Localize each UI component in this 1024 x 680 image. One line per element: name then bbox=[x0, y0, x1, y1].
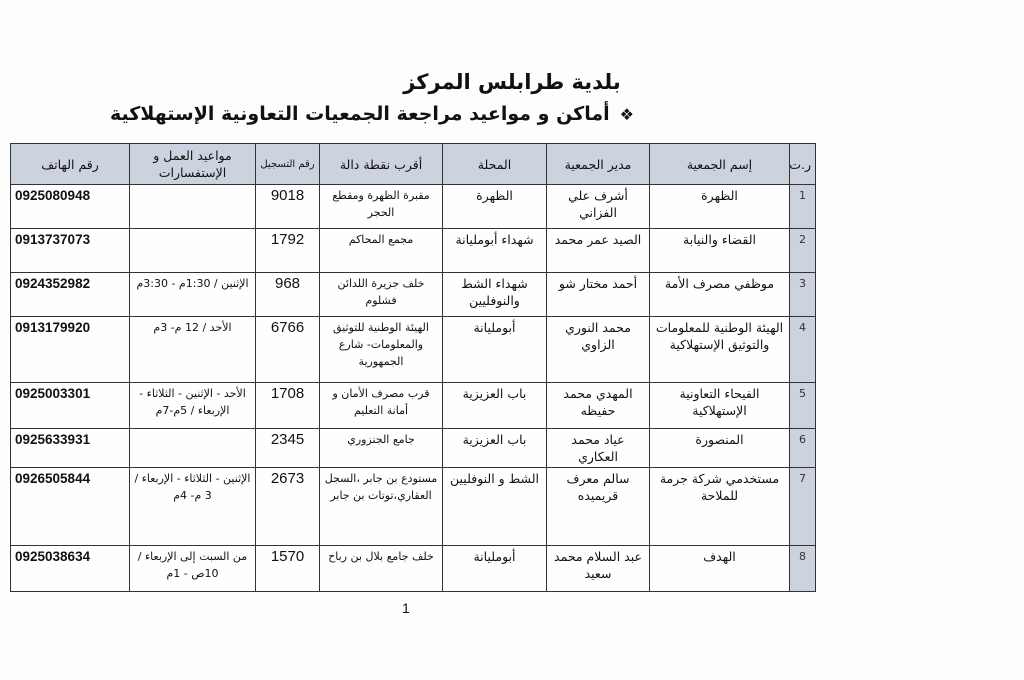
cell-num: 7 bbox=[790, 468, 816, 546]
table-row bbox=[11, 546, 816, 592]
table-header-row bbox=[11, 144, 816, 185]
cell-num: 6 bbox=[790, 429, 816, 468]
cell-num: 1 bbox=[790, 185, 816, 229]
cell-hours: الإثنين - الثلاثاء - الإربعاء / 3 م- 4م bbox=[130, 468, 256, 546]
cooperatives-table bbox=[10, 143, 816, 592]
cell-phone: 0925038634 bbox=[11, 546, 130, 592]
cell-manager: الصيد عمر محمد bbox=[547, 229, 650, 273]
cell-hours: الإثنين / 1:30م - 3:30م bbox=[130, 273, 256, 317]
header-manager: مدير الجمعية bbox=[547, 144, 650, 185]
cell-num: 2 bbox=[790, 229, 816, 273]
cell-landmark: قرب مصرف الأمان و أمانة التعليم bbox=[320, 383, 443, 429]
cell-manager: سالم معرف قريميده bbox=[547, 468, 650, 546]
cell-hours: من السبت إلى الإربعاء / 10ص - 1م bbox=[130, 546, 256, 592]
cell-reg: 1570 bbox=[256, 546, 320, 592]
header-phone: رقم الهاتف bbox=[11, 144, 130, 185]
cell-area: شهداء أبومليانة bbox=[443, 229, 547, 273]
cell-landmark: مجمع المحاكم bbox=[320, 229, 443, 273]
cell-landmark: خلف جامع بلال بن رباح bbox=[320, 546, 443, 592]
header-hours: مواعيد العمل و الإستفسارات bbox=[130, 144, 256, 185]
table-row bbox=[11, 229, 816, 273]
header-num: ر.ت bbox=[790, 144, 816, 185]
cell-area: شهداء الشط والنوفليين bbox=[443, 273, 547, 317]
cell-phone: 0926505844 bbox=[11, 468, 130, 546]
cell-manager: أحمد مختار شو bbox=[547, 273, 650, 317]
cell-name: الهيئة الوطنية للمعلومات والتوثيق الإستهلاكية bbox=[650, 317, 790, 383]
cell-num: 8 bbox=[790, 546, 816, 592]
cell-name: الهدف bbox=[650, 546, 790, 592]
cell-phone: 0925633931 bbox=[11, 429, 130, 468]
cell-area: أبومليانة bbox=[443, 317, 547, 383]
cell-hours bbox=[130, 185, 256, 229]
cell-name: المنصورة bbox=[650, 429, 790, 468]
cell-reg: 2673 bbox=[256, 468, 320, 546]
cell-num: 3 bbox=[790, 273, 816, 317]
cell-name: القضاء والنيابة bbox=[650, 229, 790, 273]
cell-phone: 0925080948 bbox=[11, 185, 130, 229]
cell-reg: 1708 bbox=[256, 383, 320, 429]
cell-manager: عبد السلام محمد سعيد bbox=[547, 546, 650, 592]
cell-reg: 968 bbox=[256, 273, 320, 317]
cell-phone: 0913179920 bbox=[11, 317, 130, 383]
cell-area: باب العزيزية bbox=[443, 429, 547, 468]
cell-manager: المهدي محمد حفيظه bbox=[547, 383, 650, 429]
cell-manager: أشرف علي الفزاني bbox=[547, 185, 650, 229]
document-subtitle bbox=[110, 103, 634, 125]
cell-reg: 9018 bbox=[256, 185, 320, 229]
table-row bbox=[11, 273, 816, 317]
table-row bbox=[11, 429, 816, 468]
document-title: بلدية طرابلس المركز bbox=[403, 70, 621, 94]
cell-name: الظهرة bbox=[650, 185, 790, 229]
cell-name: الفيحاء التعاونية الإستهلاكية bbox=[650, 383, 790, 429]
table-row bbox=[11, 185, 816, 229]
cell-reg: 2345 bbox=[256, 429, 320, 468]
cell-phone: 0913737073 bbox=[11, 229, 130, 273]
cell-hours: الأحد / 12 م- 3م bbox=[130, 317, 256, 383]
header-landmark: أقرب نقطة دالة bbox=[320, 144, 443, 185]
cell-area: أبومليانة bbox=[443, 546, 547, 592]
cell-area: الشط و النوفليين bbox=[443, 468, 547, 546]
cell-landmark: جامع الجنزوري bbox=[320, 429, 443, 468]
diamond-bullet-icon: ❖ bbox=[619, 104, 634, 124]
cell-area: الظهرة bbox=[443, 185, 547, 229]
cell-num: 5 bbox=[790, 383, 816, 429]
page-number: 1 bbox=[402, 600, 410, 616]
cell-phone: 0925003301 bbox=[11, 383, 130, 429]
table-row bbox=[11, 317, 816, 383]
cell-landmark: مستودع بن جابر ،السجل العقاري،توتات بن جابر bbox=[320, 468, 443, 546]
cell-reg: 1792 bbox=[256, 229, 320, 273]
cell-reg: 6766 bbox=[256, 317, 320, 383]
cell-landmark: خلف جزيرة اللدائن فشلوم bbox=[320, 273, 443, 317]
header-reg: رقم التسجيل bbox=[256, 144, 320, 185]
cell-hours: الأحد - الإثنين - الثلاثاء - الإربعاء / 5م-7م bbox=[130, 383, 256, 429]
cell-hours bbox=[130, 229, 256, 273]
cell-manager: محمد النوري الزاوي bbox=[547, 317, 650, 383]
cell-landmark: الهيئة الوطنية للتوثيق والمعلومات- شارع الجمهورية bbox=[320, 317, 443, 383]
table-row bbox=[11, 468, 816, 546]
cell-manager: عياد محمد العكاري bbox=[547, 429, 650, 468]
cell-phone: 0924352982 bbox=[11, 273, 130, 317]
cell-num: 4 bbox=[790, 317, 816, 383]
cell-name: موظفي مصرف الأمة bbox=[650, 273, 790, 317]
subtitle-text: أماكن و مواعيد مراجعة الجمعيات التعاونية الإستهلاكية bbox=[109, 103, 610, 125]
header-area: المحلة bbox=[443, 144, 547, 185]
cell-landmark: مقبرة الظهرة ومقطع الحجر bbox=[320, 185, 443, 229]
header-name: إسم الجمعية bbox=[650, 144, 790, 185]
cell-hours bbox=[130, 429, 256, 468]
cell-name: مستخدمي شركة جرمة للملاحة bbox=[650, 468, 790, 546]
cooperatives-table-wrapper bbox=[10, 143, 815, 592]
table-row bbox=[11, 383, 816, 429]
cell-area: باب العزيزية bbox=[443, 383, 547, 429]
